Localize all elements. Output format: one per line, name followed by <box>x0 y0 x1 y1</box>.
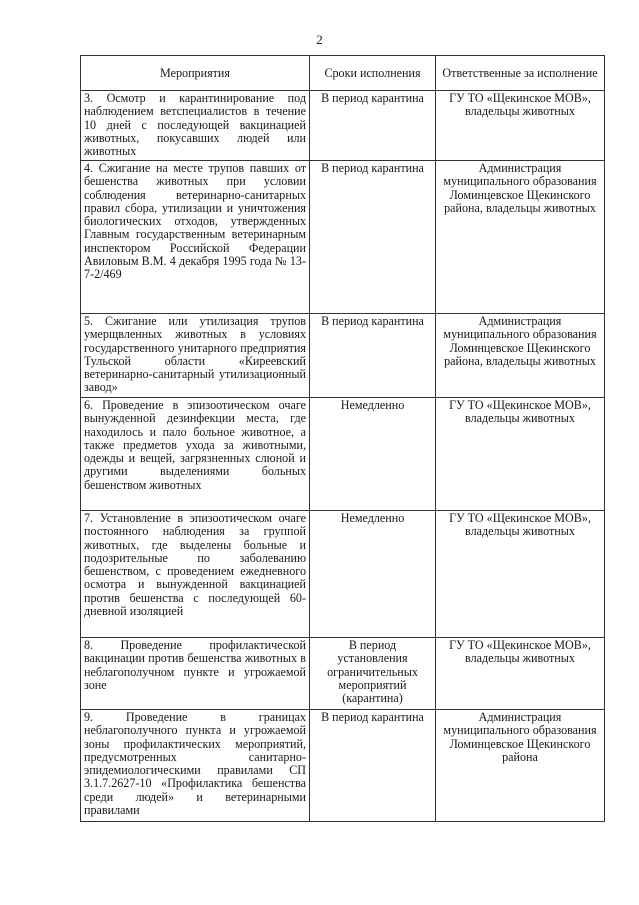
activity-cell: 7. Установление в эпизоотическом очаге постоянного наблюдения за группой животных, где выделены больные и подозрительные по заболеванию бешенством, с проведением ежедневного осмотра и вынужденной вакцинацией против бешенства с последующей 60-дневной изоляцией <box>81 511 310 638</box>
activity-cell: 4. Сжигание на месте трупов павших от бешенства животных при условии соблюдения ветеринарно-санитарных правил сбора, утилизации и уничтожения биологических отходов, утвержденных Главным государственным ветеринарным инспектором Российской Федерации Авиловым В.М. 4 декабря 1995 года № 13-7-2/469 <box>81 161 310 314</box>
activity-cell: 5. Сжигание или утилизация трупов умерщвленных животных в условиях государственного унитарного предприятия Тульской области «Киреевский ветеринарно-санитарный утилизационный завод» <box>81 314 310 398</box>
table-row <box>81 161 605 314</box>
responsible-cell: Администрация муниципального образования Ломинцевское Щекинского района, владельцы животных <box>436 314 605 398</box>
responsible-cell: ГУ ТО «Щекинское МОВ», владельцы животных <box>436 398 605 511</box>
deadline-cell: В период карантина <box>310 314 436 398</box>
header-responsible: Ответственные за исполнение <box>436 56 605 91</box>
responsible-cell: ГУ ТО «Щекинское МОВ», владельцы животных <box>436 511 605 638</box>
table-header-row <box>81 56 605 91</box>
table-row <box>81 638 605 710</box>
deadline-cell: В период установления ограничительных мероприятий (карантина) <box>310 638 436 710</box>
responsible-cell: Администрация муниципального образования Ломинцевское Щекинского района <box>436 710 605 822</box>
deadline-cell: Немедленно <box>310 511 436 638</box>
responsible-cell: ГУ ТО «Щекинское МОВ», владельцы животных <box>436 638 605 710</box>
table-row <box>81 511 605 638</box>
table-row <box>81 91 605 161</box>
deadline-cell: В период карантина <box>310 161 436 314</box>
activity-cell: 8. Проведение профилактической вакцинации против бешенства животных в неблагополучном пункте и угрожаемой зоне <box>81 638 310 710</box>
responsible-cell: ГУ ТО «Щекинское МОВ», владельцы животных <box>436 91 605 161</box>
header-deadline: Сроки исполнения <box>310 56 436 91</box>
responsible-cell: Администрация муниципального образования Ломинцевское Щекинского района, владельцы животных <box>436 161 605 314</box>
table-row <box>81 314 605 398</box>
table-row <box>81 398 605 511</box>
activity-cell: 3. Осмотр и карантинирование под наблюдением ветспециалистов в течение 10 дней с последующей вакцинацией животных, покусавших людей или животных <box>81 91 310 161</box>
deadline-cell: Немедленно <box>310 398 436 511</box>
header-activity: Мероприятия <box>81 56 310 91</box>
deadline-cell: В период карантина <box>310 91 436 161</box>
activity-cell: 6. Проведение в эпизоотическом очаге вынужденной дезинфекции места, где находилось и пало больное животное, а также предметов ухода за животными, одежды и вещей, загрязненных слюной и другими выделениями больных бешенством животных <box>81 398 310 511</box>
table-row <box>81 710 605 822</box>
activity-cell: 9. Проведение в границах неблагополучного пункта и угрожаемой зоны профилактических мероприятий, предусмотренных санитарно-эпидемиологическими правилами СП 3.1.7.2627-10 «Профилактика бешенства среди людей» и ветеринарными правилами <box>81 710 310 822</box>
measures-table <box>80 55 605 822</box>
deadline-cell: В период карантина <box>310 710 436 822</box>
page-number: 2 <box>316 32 323 47</box>
